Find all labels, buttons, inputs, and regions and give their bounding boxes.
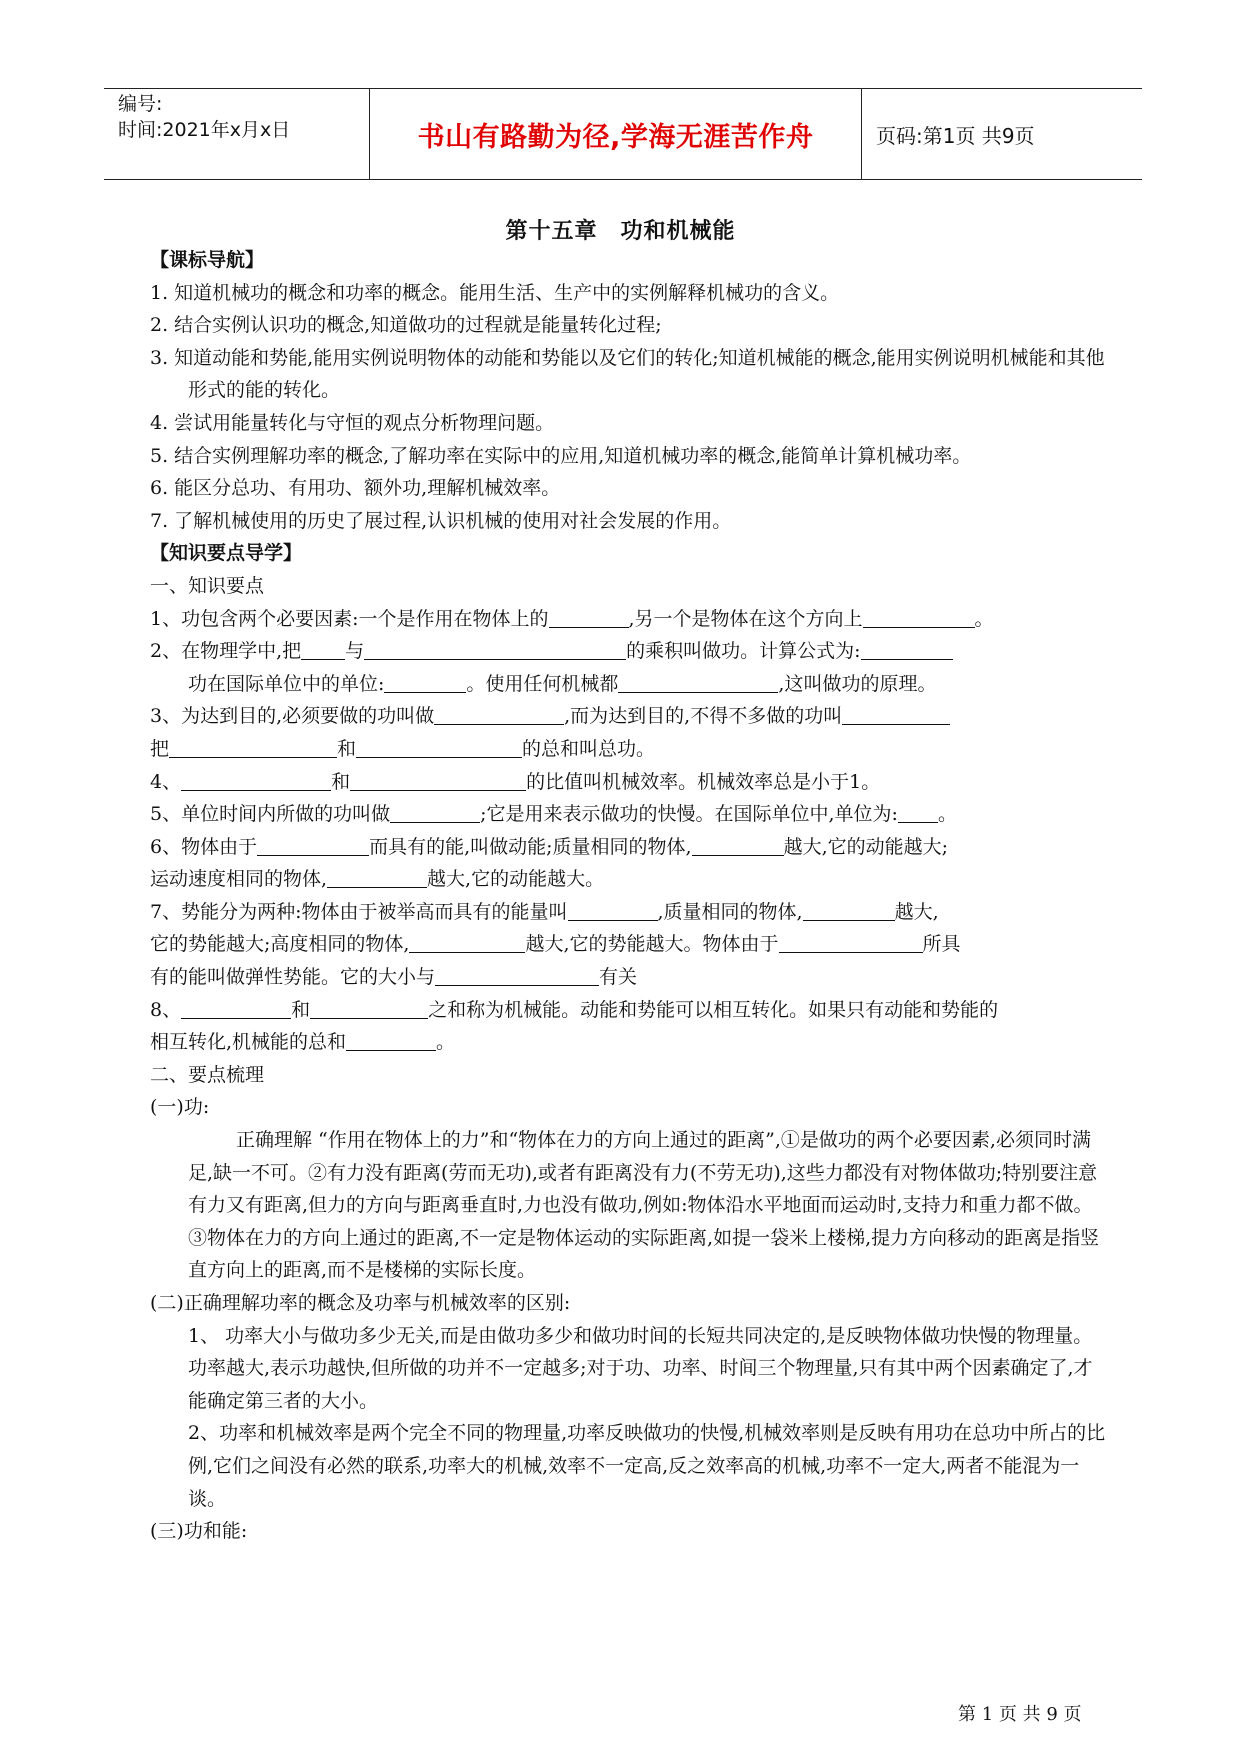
- knowledge-item-8: 8、 和 之和称为机械能。动能和势能可以相互转化。如果只有动能和势能的: [150, 994, 1110, 1027]
- subsection-power-point-2: 2、功率和机械效率是两个完全不同的物理量,功率反映做功的快慢,机械效率则是反映有用功在总功中所占的比例,它们之间没有必然的联系,功率大的机械,效率不一定高,反之效率高的机械,功率不一定大,两者不能混为一谈。: [188, 1422, 1106, 1510]
- nav-item: 6. 能区分总功、有用功、额外功,理解机械效率。: [150, 477, 561, 500]
- knowledge-item-8-cont: 相互转化,机械能的总和 。: [150, 1026, 1110, 1059]
- knowledge-item-2: 2、在物理学中,把 与 的乘积叫做功。计算公式为:: [150, 635, 1110, 668]
- subsection-work-text: 正确理解 “作用在物体上的力”和“物体在力的方向上通过的距离”,①是做功的两个必要因素,必须同时满足,缺一不可。②有力没有距离(劳而无功),或者有距离没有力(不劳无功),这些力都没有对物体做功;特别要注意有力又有距离,但力的方向与距离垂直时,力也没有做功,例如:物体沿水平地面而运动时,支持力和重力都不做。③物体在力的方向上通过的距离,不一定是物体运动的实际距离,如提一袋米上楼梯,提力方向移动的距离是指竖直方向上的距离,而不是楼梯的实际长度。: [188, 1129, 1100, 1282]
- knowledge-item-5: 5、单位时间内所做的功叫做 ;它是用来表示做功的快慢。在国际单位中,单位为: 。: [150, 798, 1110, 831]
- fill-blank[interactable]: [863, 605, 975, 628]
- fill-blank[interactable]: [435, 963, 599, 986]
- knowledge-item-7: 7、势能分为两种:物体由于被举高而具有的能量叫 ,质量相同的物体, 越大,: [150, 896, 1110, 929]
- knowledge-item-1: 1、功包含两个必要因素:一个是作用在物体上的 ,另一个是物体在这个方向上 。: [150, 603, 1110, 636]
- fill-blank[interactable]: [898, 800, 938, 823]
- fill-blank[interactable]: [346, 1028, 436, 1051]
- fill-blank[interactable]: [692, 833, 784, 856]
- fill-blank[interactable]: [169, 735, 337, 758]
- page-footer: 第 1 页 共 9 页: [958, 1704, 1082, 1725]
- subsection-power-point-1: 1、 功率大小与做功多少无关,而是由做功多少和做功时间的长短共同决定的,是反映物体做功快慢的物理量。功率越大,表示功越快,但所做的功并不一定越多;对于功、功率、时间三个物理量,只有其中两个因素确定了,才能确定第三者的大小。: [188, 1324, 1093, 1412]
- fill-blank[interactable]: [390, 800, 480, 823]
- subsection-work: (一)功:: [150, 1096, 210, 1119]
- nav-item: 4. 尝试用能量转化与守恒的观点分析物理问题。: [150, 411, 555, 434]
- header-page-code: 页码:第1页 共9页: [876, 123, 1035, 148]
- fill-blank[interactable]: [779, 930, 923, 953]
- fill-blank[interactable]: [181, 996, 291, 1019]
- nav-item: 3. 知道动能和势能,能用实例说明物体的动能和势能以及它们的转化;知道机械能的概念,能用实例说明机械能和其他形式的能的转化。: [150, 346, 1105, 402]
- knowledge-item-2-cont: 功在国际单位中的单位: 。使用任何机械都 ,这叫做功的原理。: [150, 668, 1110, 701]
- knowledge-item-3-cont: 把 和 的总和叫总功。: [150, 733, 1110, 766]
- knowledge-item-6-cont: 运动速度相同的物体, 越大,它的动能越大。: [150, 863, 1110, 896]
- fill-blank[interactable]: [301, 637, 345, 660]
- knowledge-item-7-cont: 它的势能越大;高度相同的物体, 越大,它的势能越大。物体由于 所具: [150, 928, 1110, 961]
- fill-blank[interactable]: [364, 637, 626, 660]
- chapter-title: 第十五章 功和机械能: [505, 219, 736, 244]
- header-motto: 书山有路勤为径,学海无涯苦作舟: [370, 89, 862, 179]
- knowledge-item-6: 6、物体由于 而具有的能,叫做动能;质量相同的物体, 越大,它的动能越大;: [150, 831, 1110, 864]
- nav-item: 1. 知道机械功的概念和功率的概念。能用生活、生产中的实例解释机械功的含义。: [150, 281, 840, 304]
- fill-blank[interactable]: [568, 898, 658, 921]
- document-header: [104, 88, 1142, 180]
- fill-blank[interactable]: [356, 735, 522, 758]
- section-heading-knowledge: 【知识要点导学】: [150, 542, 303, 565]
- fill-blank[interactable]: [350, 768, 526, 791]
- subsection-work-energy: (三)功和能:: [150, 1520, 248, 1543]
- fill-blank[interactable]: [327, 865, 427, 888]
- document-body: [150, 244, 1110, 1548]
- knowledge-item-7-cont2: 有的能叫做弹性势能。它的大小与 有关: [150, 961, 1110, 994]
- subsection-power: (二)正确理解功率的概念及功率与机械效率的区别:: [150, 1292, 571, 1314]
- fill-blank[interactable]: [549, 605, 629, 628]
- fill-blank[interactable]: [310, 996, 428, 1019]
- fill-blank[interactable]: [384, 670, 466, 693]
- part2-heading: 二、要点梳理: [150, 1063, 265, 1086]
- fill-blank[interactable]: [803, 898, 895, 921]
- header-meta: [104, 89, 370, 179]
- fill-blank[interactable]: [409, 930, 525, 953]
- fill-blank[interactable]: [861, 637, 953, 660]
- knowledge-item-4: 4、 和 的比值叫机械效率。机械效率总是小于1。: [150, 766, 1110, 799]
- nav-item: 2. 结合实例认识功的概念,知道做功的过程就是能量转化过程;: [150, 314, 662, 337]
- section-heading-nav: 【课标导航】: [150, 249, 265, 271]
- fill-blank[interactable]: [434, 702, 564, 725]
- fill-blank[interactable]: [618, 670, 778, 693]
- document-number-label: 编号:: [118, 93, 163, 115]
- knowledge-item-3: 3、为达到目的,必须要做的功叫做 ,而为达到目的,不得不多做的功叫: [150, 700, 1110, 733]
- document-time-label: 时间:2021年x月x日: [118, 119, 291, 141]
- fill-blank[interactable]: [181, 768, 331, 791]
- fill-blank[interactable]: [257, 833, 369, 856]
- part1-heading: 一、知识要点: [150, 574, 265, 597]
- nav-item: 5. 结合实例理解功率的概念,了解功率在实际中的应用,知道机械功率的概念,能简单计算机械功率。: [150, 444, 972, 467]
- fill-blank[interactable]: [842, 702, 950, 725]
- nav-item: 7. 了解机械使用的历史了展过程,认识机械的使用对社会发展的作用。: [150, 509, 732, 532]
